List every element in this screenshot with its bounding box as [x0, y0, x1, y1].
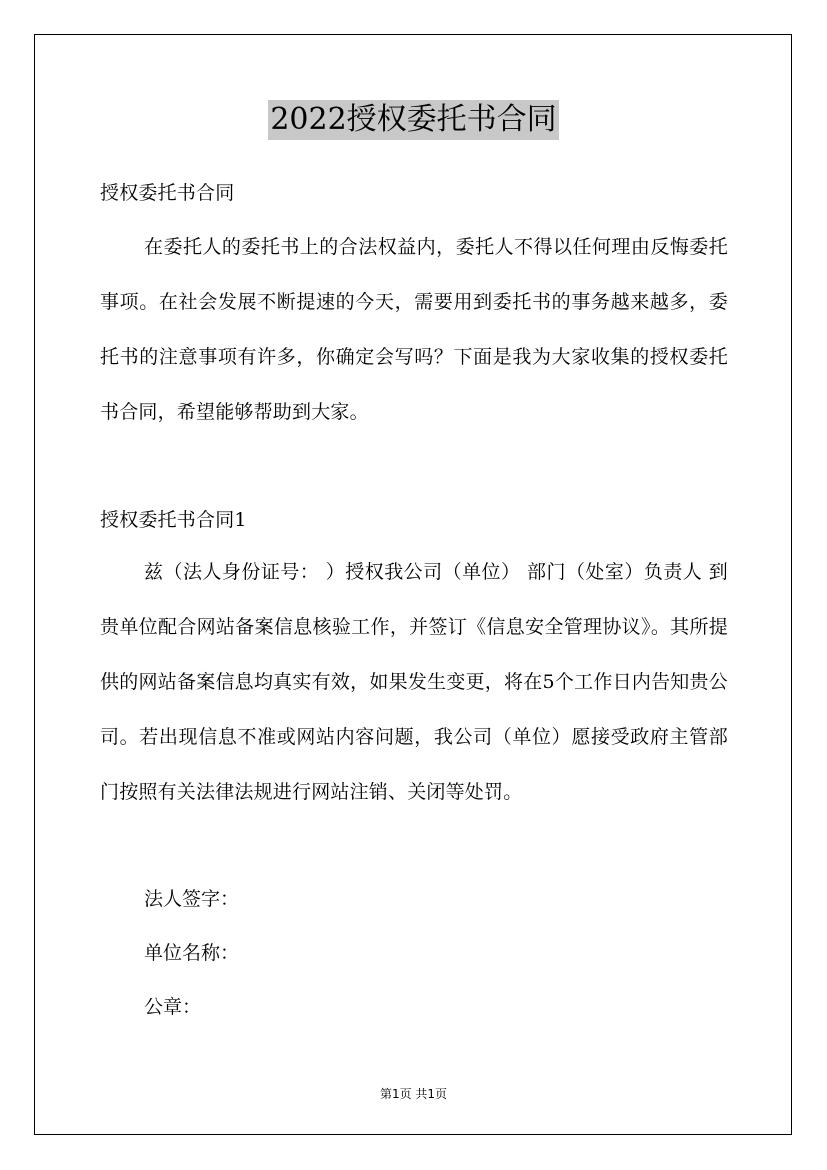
signature-label: 法人签字： — [144, 888, 240, 910]
title-container — [0, 100, 827, 140]
intro-paragraph-block — [100, 220, 728, 440]
page-footer: 第1页 共1页 — [379, 1087, 448, 1101]
intro-heading: 授权委托书合同 — [100, 182, 235, 204]
intro-paragraph: 在委托人的委托书上的合法权益内，委托人不得以任何理由反悔委托事项。在社会发展不断提速的今天，需要用到委托书的事务越来越多，委托书的注意事项有许多，你确定会写吗？下面是我为大家收集的授权委托书合同，希望能够帮助到大家。 — [100, 236, 728, 423]
seal-label: 公章： — [144, 996, 202, 1018]
unit-name-label: 单位名称： — [144, 942, 240, 964]
section1-paragraph-block — [100, 545, 728, 820]
section1-heading: 授权委托书合同1 — [100, 509, 247, 531]
section1-paragraph: 兹（法人身份证号： ）授权我公司（单位） 部门（处室）负责人 到贵单位配合网站备案信息核验工作，并签订《信息安全管理协议》。其所提供的网站备案信息均真实有效，如果发生变更，将在5个工作日内告知贵公司。若出现信息不准或网站内容问题，我公司（单位）愿接受政府主管部门按照有关法律法规进行网站注销、关闭等处罚。 — [100, 561, 728, 803]
document-title: 2022授权委托书合同 — [268, 100, 558, 140]
